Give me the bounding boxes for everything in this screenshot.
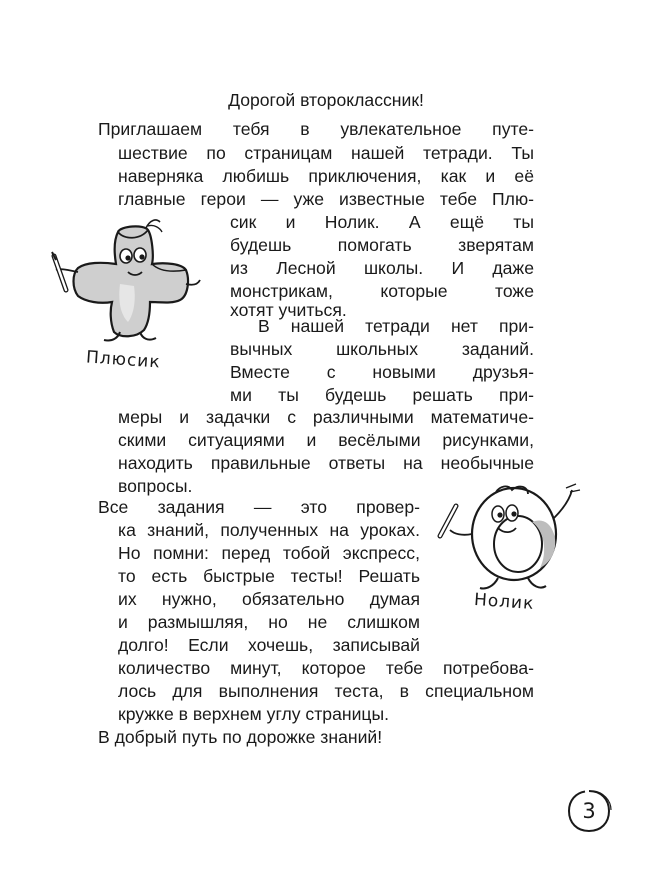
- text-line: количество минут, которое тебе потребова-: [118, 658, 534, 678]
- text-line: вопросы.: [118, 476, 193, 496]
- nolik-caption: Нолик: [473, 589, 535, 615]
- plusik-illustration: [48, 210, 208, 350]
- text-line: долго! Если хочешь, записывай: [118, 635, 420, 655]
- plusik-caption: Плюсик: [85, 347, 162, 373]
- text-line: скими ситуациями и весёлыми рисунками,: [118, 430, 534, 450]
- text-line: кружке в верхнем углу страницы.: [118, 704, 390, 724]
- text-line: находить правильные ответы на необычные: [118, 453, 534, 473]
- text-line: и размышляя, но не слишком: [118, 612, 420, 632]
- text-line: из Лесной школы. И даже: [230, 258, 534, 278]
- text-line: В нашей тетради нет при-: [258, 316, 534, 336]
- text-line: вычных школьных заданий.: [230, 339, 534, 359]
- page-number: 3: [582, 799, 596, 823]
- text-line: ми ты будешь решать при-: [230, 385, 534, 405]
- text-line: сик и Нолик. А ещё ты: [230, 212, 534, 232]
- text-line: Приглашаем тебя в увлекательное путе-: [98, 119, 534, 139]
- page-number-badge: [566, 788, 612, 834]
- text-line: лось для выполнения теста, в специальном: [118, 681, 534, 701]
- text-line: будешь помогать зверятам: [230, 235, 534, 255]
- page-title: Дорогой второклассник!: [228, 90, 424, 110]
- text-line: В добрый путь по дорожке знаний!: [98, 727, 383, 747]
- text-line: шествие по страницам нашей тетради. Ты: [118, 143, 534, 163]
- nolik-illustration: [436, 478, 596, 598]
- text-line: монстрикам, которые тоже: [230, 281, 534, 301]
- text-line: Все задания — это провер-: [98, 497, 420, 517]
- text-line: то есть быстрые тесты! Решать: [118, 566, 420, 586]
- text-line: их нужно, обязательно думая: [118, 589, 420, 609]
- text-line: наверняка любишь приключения, как и её: [118, 166, 534, 186]
- text-line: меры и задачки с различными математиче-: [118, 407, 534, 427]
- text-line: Вместе с новыми друзья-: [230, 362, 534, 382]
- text-line: хотят учиться.: [230, 300, 347, 320]
- text-line: Но помни: перед тобой экспресс,: [118, 543, 420, 563]
- text-line: главные герои — уже известные тебе Плю-: [118, 189, 534, 209]
- text-line: ка знаний, полученных на уроках.: [118, 520, 420, 540]
